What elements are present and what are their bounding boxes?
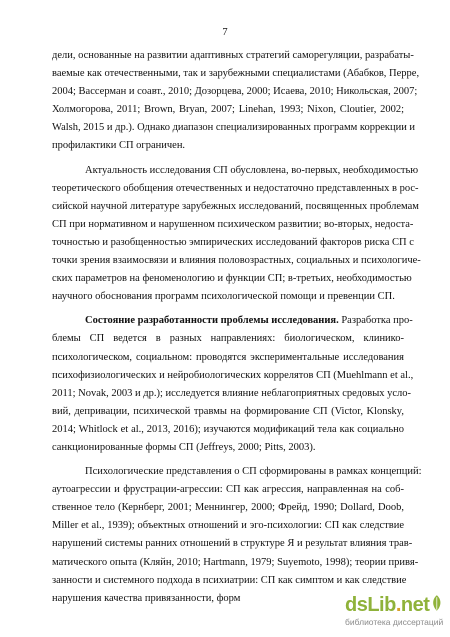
text-line xyxy=(52,312,413,330)
text-line: точки зрения взаимосвязи и влияния половозрастных, социальных и психологиче- xyxy=(52,255,421,267)
text-line: дели, основанные на развитии адаптивных стратегий саморегуляции, разрабаты- xyxy=(52,50,414,61)
leaf-icon xyxy=(431,594,443,612)
watermark-subtitle: библиотека диссертаций xyxy=(345,617,444,627)
watermark-logo: dsLib.net xyxy=(345,594,430,616)
watermark xyxy=(345,592,443,630)
text-line: ских параметров на феноменологию и функции СП; в-третьих, необходимостью xyxy=(52,273,412,285)
text-line: Miller et al., 1939); объектных отношений и эго-психологии: СП как следствие xyxy=(52,520,404,532)
text-line: теоретического обобщения отечественных и недостаточно представленных в рос- xyxy=(52,182,419,194)
text-line: сийской научной литературе зарубежных исследований, посвященных проблемам xyxy=(52,200,419,212)
text-line: Холмогорова, 2011; Brown, Bryan, 2007; Linehan, 1993; Nixon, Cloutier, 2002; xyxy=(52,104,404,116)
text-line: занности и системного подхода в психиатрии: СП как симптом и как следствие xyxy=(52,574,407,586)
page-number: 7 xyxy=(222,27,228,38)
text-line: 2004; Вассерман и соавт., 2010; Дозорцева, 2000; Исаева, 2010; Никольская, 2007; xyxy=(52,86,418,98)
text-line: 2011; Novak, 2003 и др.); исследуется влияние неблагоприятных средовых усло- xyxy=(52,387,412,399)
text-line: санкционированные формы СП (Jeffreys, 2000; Pitts, 2003). xyxy=(52,441,316,453)
text-line: ваемые как отечественными, так и зарубежными специалистами (Абабков, Перре, xyxy=(52,68,420,80)
text-line: нарушения качества привязанности, форм xyxy=(52,592,241,604)
text-line: СП при нормативном и нарушенном психическом развитии; во-вторых, недоста- xyxy=(52,218,414,230)
text-line: 2014; Whitlock et al., 2013, 2016); изучаются модификаций тела как социально xyxy=(52,423,404,435)
text-line: вий, депривации, психической травмы на формирование СП (Victor, Klonsky, xyxy=(52,405,404,417)
text-line: точностью и разобщенностью эмпирических исследований факторов риска СП с xyxy=(52,236,414,248)
text-line: Актуальность исследования СП обусловлена, во-первых, необходимостью xyxy=(85,164,419,176)
text-line: нарушений системы ранних отношений в структуре Я и результат влияния трав- xyxy=(52,538,413,550)
text-fragment: Разработка про- xyxy=(338,315,413,327)
text-line: матического опыта (Кляйн, 2010; Hartmann, 1979; Suyemoto, 1998); теории привя- xyxy=(52,556,419,568)
section-heading: Состояние разработанности проблемы исследования. xyxy=(85,315,339,327)
text-line: научного обоснования программ психологической помощи и превенции СП. xyxy=(52,291,395,303)
text-line: психологическом, социальном: проводятся экспериментальные исследования xyxy=(52,351,404,363)
text-line: блемы СП ведется в разных направлениях: биологическом, клинико- xyxy=(52,333,404,345)
text-line: ственное тело (Кернберг, 2001; Меннингер, 2000; Фрейд, 1990; Dollard, Doob, xyxy=(52,502,404,514)
text-line: психофизиологических и нейробиологических коррелятов СП (Muehlmann et al., xyxy=(52,369,414,381)
text-line: Психологические представления о СП сформированы в рамках концепций: xyxy=(85,466,422,478)
text-line: профилактики СП ограничен. xyxy=(52,140,186,152)
text-line: аутоагрессии и фрустрации-агрессии: СП как агрессия, направленная на соб- xyxy=(52,484,404,496)
text-line: Walsh, 2015 и др.). Однако диапазон специализированных программ коррекции и xyxy=(52,122,416,134)
